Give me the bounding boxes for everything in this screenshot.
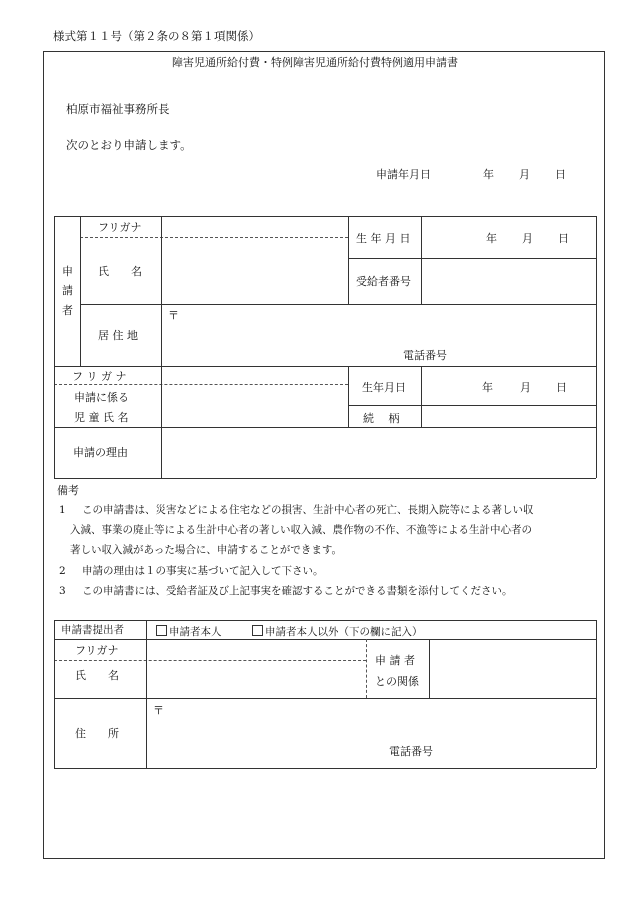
applicant-phone-label: 電話番号 [403, 349, 447, 362]
child-label-line1: 申請に係る [74, 391, 129, 404]
form-number: 様式第１１号（第２条の８第１項関係） [53, 29, 260, 43]
applicant-birth-day: 日 [558, 232, 569, 245]
submitter-address-label: 住 所 [75, 727, 119, 740]
date-month: 月 [519, 168, 530, 181]
child-furigana-label: フ リ ガ ナ [72, 370, 127, 383]
date-label: 申請年月日 [376, 168, 431, 181]
checkbox-self[interactable] [156, 625, 167, 636]
child-label-line2: 児 童 氏 名 [74, 411, 129, 424]
note-1-line3: 著しい収入減があった場合に、申請することができます。 [70, 544, 343, 556]
child-birth-label: 生年月日 [362, 381, 406, 394]
applicant-name-label: 氏 名 [98, 265, 142, 278]
submitter-relation-line2: との関係 [375, 675, 419, 688]
child-relationship-label: 続 柄 [363, 412, 400, 425]
applicant-side-label-1: 申 [62, 265, 73, 278]
applicant-side-label-3: 者 [62, 304, 73, 317]
note-3-number: 3 [59, 585, 66, 597]
note-1-number: 1 [59, 504, 66, 516]
note-2-number: 2 [59, 565, 66, 577]
option-applicant-self[interactable] [156, 625, 222, 638]
applicant-furigana-label: フリガナ [98, 221, 142, 234]
reason-label: 申請の理由 [73, 446, 128, 459]
applicant-address-label: 居 住 地 [98, 329, 138, 342]
note-1-line2: 入減、事業の廃止等による生計中心者の著しい収入減、農作物の不作、不漁等による生計中心者の [70, 524, 532, 536]
option-applicant-other[interactable] [252, 625, 423, 638]
submitter-postal-mark: 〒 [153, 704, 164, 717]
child-birth-year: 年 [482, 381, 493, 394]
note-1-line1: この申請書は、災害などによる住宅などの損害、生計中心者の死亡、長期入院等による著しい収 [82, 504, 534, 516]
applicant-side-label-2: 請 [62, 284, 73, 297]
note-2: 申請の理由は１の事実に基づいて記入して下さい。 [82, 565, 324, 577]
date-day: 日 [555, 168, 566, 181]
child-birth-day: 日 [556, 381, 567, 394]
notes-heading: 備考 [57, 484, 79, 497]
recipient-number-label: 受給者番号 [356, 275, 411, 288]
applicant-postal-mark: 〒 [168, 309, 179, 322]
addressee: 柏原市福祉事務所長 [66, 102, 170, 116]
submitter-relation-line1: 申 請 者 [375, 654, 415, 667]
applicant-birth-label: 生 年 月 日 [356, 232, 411, 245]
option-applicant-self-label: 申請者本人 [169, 626, 222, 638]
form-title: 障害児通所給付費・特例障害児通所給付費特例適用申請書 [172, 56, 458, 69]
submitter-name-label: 氏 名 [75, 669, 119, 682]
note-3: この申請書には、受給者証及び上記事実を確認することができる書類を添付してください。 [82, 585, 513, 597]
option-applicant-other-label: 申請者本人以外（下の欄に記入） [265, 626, 423, 638]
intro-text: 次のとおり申請します。 [66, 138, 192, 152]
submitter-phone-label: 電話番号 [389, 745, 433, 758]
checkbox-other[interactable] [252, 625, 263, 636]
child-birth-month: 月 [520, 381, 531, 394]
applicant-birth-year: 年 [486, 232, 497, 245]
submitter-furigana-label: フリガナ [75, 644, 119, 657]
date-year: 年 [483, 168, 494, 181]
submitter-label: 申請書提出者 [61, 624, 124, 636]
applicant-birth-month: 月 [522, 232, 533, 245]
